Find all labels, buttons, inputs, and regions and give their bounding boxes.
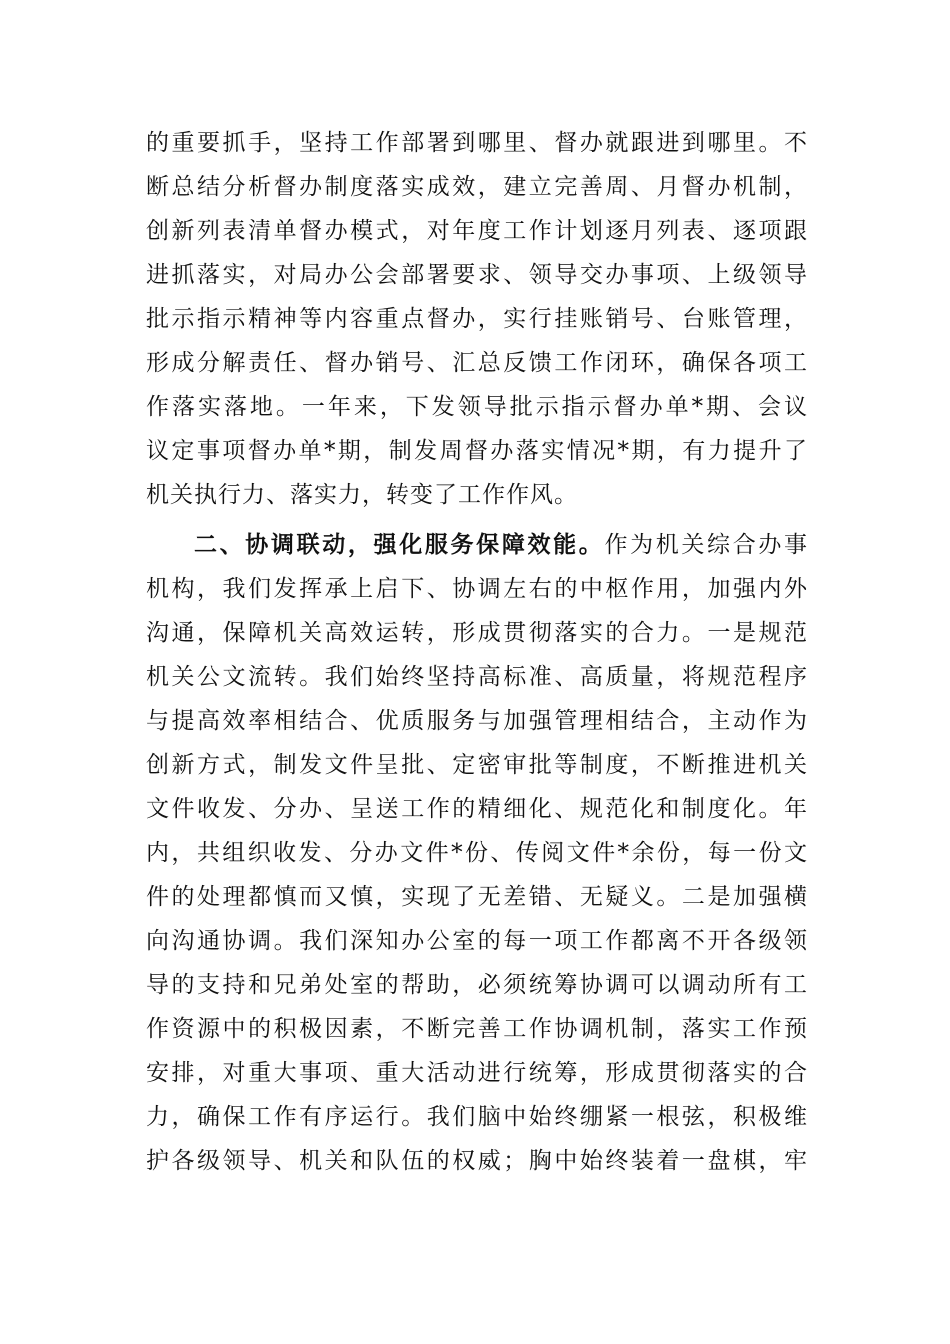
- paragraph1-line-8: 议定事项督办单*期，制发周督办落实情况*期，有力提升了: [146, 438, 808, 464]
- paragraph2-line-10: 向沟通协调。我们深知办公室的每一项工作都离不开各级领: [146, 928, 808, 954]
- paragraph2-line-2: 机构，我们发挥承上启下、协调左右的中枢作用，加强内外: [146, 576, 808, 602]
- paragraph2-line-5: 与提高效率相结合、优质服务与加强管理相结合，主动作为: [146, 708, 808, 734]
- paragraph1-line-1: 的重要抓手，坚持工作部署到哪里、督办就跟进到哪里。不: [146, 130, 808, 156]
- section-heading: 二、协调联动，强化服务保障效能。: [194, 532, 605, 558]
- paragraph2-line-3: 沟通，保障机关高效运转，形成贯彻落实的合力。一是规范: [146, 620, 808, 646]
- paragraph2-line-14: 力，确保工作有序运行。我们脑中始终绷紧一根弦，积极维: [146, 1104, 808, 1130]
- paragraph2-first-line-text: 作为机关综合办事: [604, 532, 809, 558]
- paragraph1-line-4: 进抓落实，对局办公会部署要求、领导交办事项、上级领导: [146, 262, 808, 288]
- paragraph1-line-5: 批示指示精神等内容重点督办，实行挂账销号、台账管理，: [146, 306, 808, 332]
- paragraph2-line-6: 创新方式，制发文件呈批、定密审批等制度，不断推进机关: [146, 752, 808, 778]
- paragraph1-line-3: 创新列表清单督办模式，对年度工作计划逐月列表、逐项跟: [146, 218, 808, 244]
- paragraph2-line-11: 导的支持和兄弟处室的帮助，必须统筹协调可以调动所有工: [146, 972, 808, 998]
- paragraph1-line-7: 作落实落地。一年来，下发领导批示指示督办单*期、会议: [146, 394, 808, 420]
- paragraph2-line-9: 件的处理都慎而又慎，实现了无差错、无疑义。二是加强横: [146, 884, 808, 910]
- paragraph2-first-line: [194, 523, 808, 567]
- paragraph2-line-12: 作资源中的积极因素，不断完善工作协调机制，落实工作预: [146, 1016, 808, 1042]
- paragraph2-line-8: 内，共组织收发、分办文件*份、传阅文件*余份，每一份文: [146, 840, 808, 866]
- paragraph2-line-15: 护各级领导、机关和队伍的权威；胸中始终装着一盘棋，牢: [146, 1148, 808, 1174]
- paragraph1-line-2: 断总结分析督办制度落实成效，建立完善周、月督办机制，: [146, 174, 808, 200]
- paragraph1-line-6: 形成分解责任、督办销号、汇总反馈工作闭环，确保各项工: [146, 350, 808, 376]
- paragraph1-line-9: 机关执行力、落实力，转变了工作作风。: [146, 482, 578, 508]
- paragraph2-line-4: 机关公文流转。我们始终坚持高标准、高质量，将规范程序: [146, 664, 808, 690]
- paragraph2-line-13: 安排，对重大事项、重大活动进行统筹，形成贯彻落实的合: [146, 1060, 808, 1086]
- paragraph2-line-7: 文件收发、分办、呈送工作的精细化、规范化和制度化。年: [146, 796, 808, 822]
